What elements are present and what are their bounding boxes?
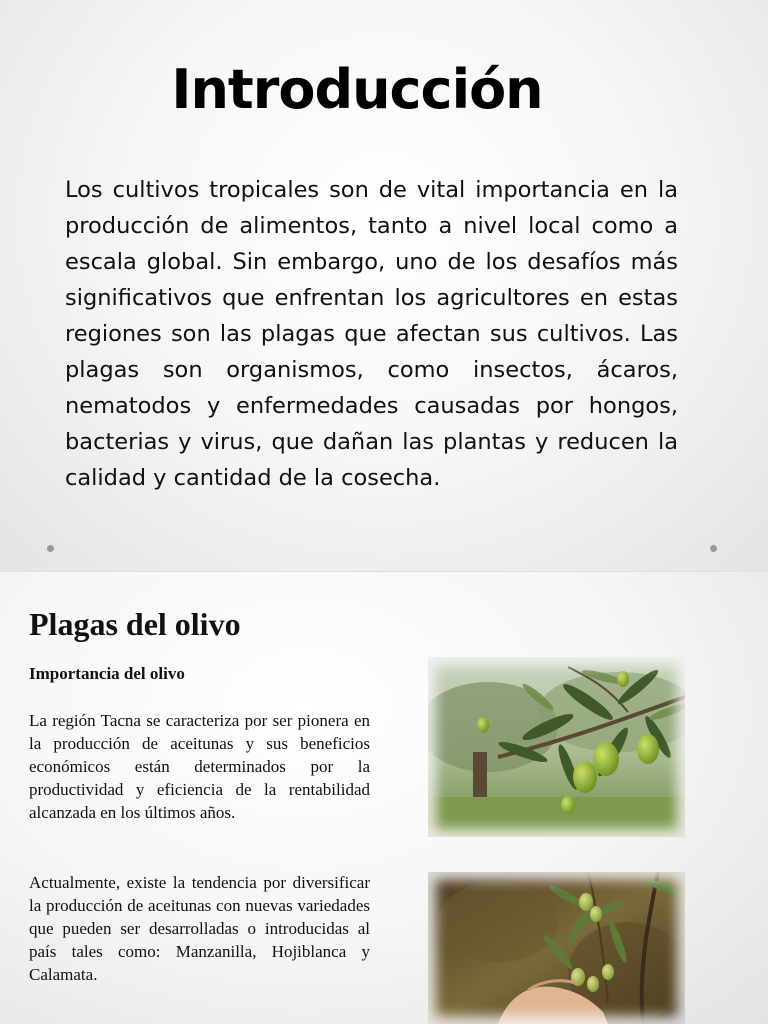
olive-tree-branch-photo xyxy=(428,657,685,837)
intro-paragraph: Los cultivos tropicales son de vital importancia en la producción de alimentos, tanto a nivel local como a escala global. Sin embargo, uno de los desafíos más significativos que enfrentan los agricultores en estas regiones son las plagas que afectan sus cultivos. Las plagas son organismos, como insectos, ácaros, nematodos y enfermedades causadas por hongos, bacterias y virus, que dañan las plantas y reducen la calidad y cantidad de la cosecha. xyxy=(65,177,678,491)
slide-plagas-del-olivo xyxy=(0,572,768,1024)
paragraph-diversificar: Actualmente, existe la tendencia por diversificar la producción de aceitunas con nuevas variedades que pueden ser desarrolladas o introducidas al país tales como: Manzanilla, Hojiblanca y Calamata. xyxy=(29,873,370,984)
paragraph-region-tacna: La región Tacna se caracteriza por ser pionera en la producción de aceitunas y sus beneficios económicos están determinados por la productividad y eficiencia de la rentabilidad alcanzada en los últimos años. xyxy=(29,711,370,822)
decorative-dot-left xyxy=(47,545,54,552)
slide-title: Introducción xyxy=(171,58,543,121)
subheading-importancia: Importancia del olivo xyxy=(29,664,185,683)
decorative-dot-right xyxy=(710,545,717,552)
section-title: Plagas del olivo xyxy=(29,606,241,642)
olive-harvest-hand-photo xyxy=(428,872,685,1024)
